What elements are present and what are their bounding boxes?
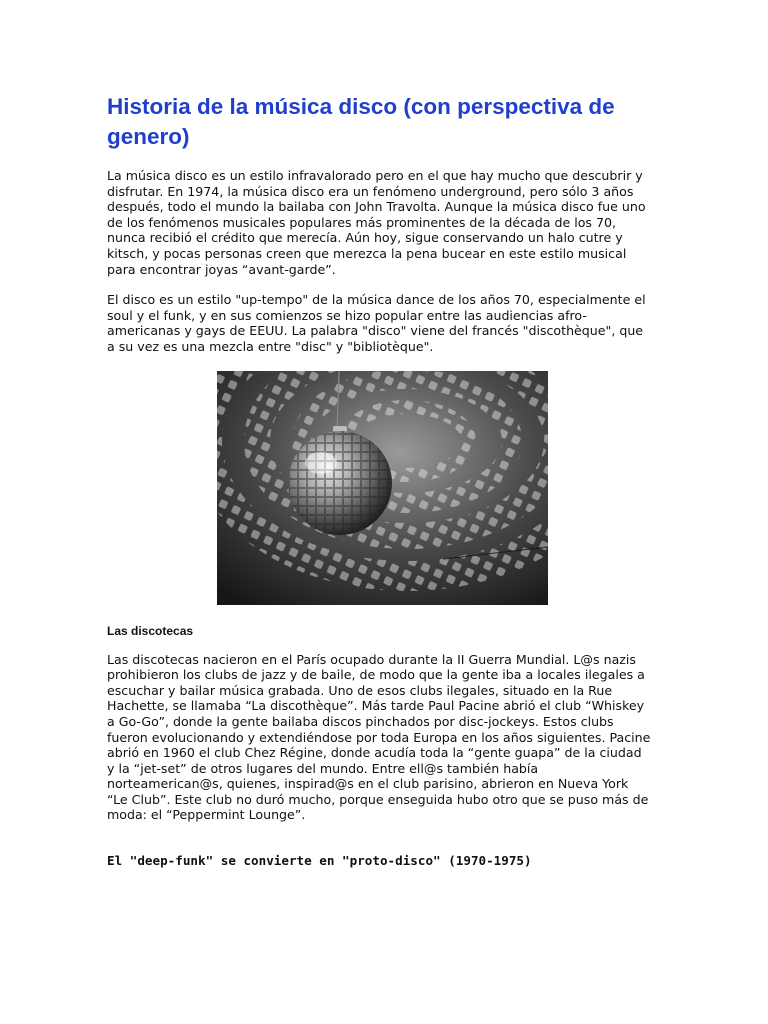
disco-ball-photo <box>217 371 548 605</box>
page-title: Historia de la música disco (con perspectiva de genero) <box>107 94 615 149</box>
intro-paragraph-1: La música disco es un estilo infravalorado pero en el que hay mucho que descubrir y disfrutar. En 1974, la música disco era un fenómeno underground, pero sólo 3 años después, todo el mundo la bailaba con John Travolta. Aunque la música disco fue uno de los fenómenos musicales populares más prominentes de la década de los 70, nunca recibió el crédito que merecía. Aún hoy, sigue conservando un halo cutre y kitsch, y pocas personas creen que merezca la pena bucear en este estilo musical para encontrar joyas “avant-garde”. <box>107 168 646 277</box>
document-page <box>107 92 652 868</box>
intro-paragraph-2: El disco es un estilo "up-tempo" de la música dance de los años 70, especialmente el soul y el funk, y en sus comienzos se hizo popular entre las audiencias afro-americanas y gays de EEUU. La palabra "disco" viene del francés "discothèque", que a su vez es una mezcla entre "disc" y "bibliotèque". <box>107 292 646 354</box>
section-heading: Las discotecas <box>107 623 194 638</box>
section-paragraph: Las discotecas nacieron en el París ocupado durante la II Guerra Mundial. L@s nazis prohibieron los clubs de jazz y de baile, de modo que la gente iba a locales ilegales a escuchar y bailar música grabada. Uno de esos clubs ilegales, situado en la Rue Hachette, se llamaba “La discothèque”. Más tarde Paul Pacine abrió el club “Whiskey a Go-Go”, donde la gente bailaba discos pinchados por disc-jockeys. Estos clubs fueron evolucionando y extendiéndose por toda Europa en los años siguientes. Pacine abrió en 1960 el club Chez Régine, donde acudía toda la “gente guapa” de la ciudad y la “jet-set” de otros lugares del mundo. Entre ell@s también había norteamerican@s, quienes, inspirad@s en el club parisino, abrieron en Nueva York “Le Club”. Este club no duró mucho, porque enseguida hubo otro que se puso más de moda: el “Peppermint Lounge”. <box>107 651 651 823</box>
subheading: El "deep-funk" se convierte en "proto-disco" (1970-1975) <box>107 853 532 869</box>
